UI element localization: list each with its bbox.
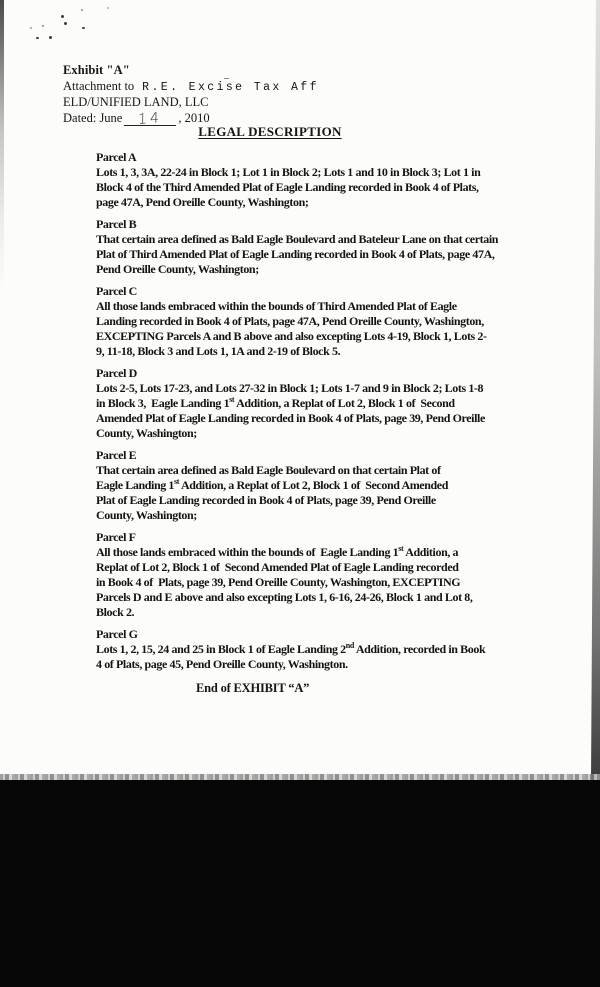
parcel-text-line: Block 4 of the Third Amended Plat of Eagle Landing recorded in Book 4 of Plats, — [96, 180, 479, 194]
parcel-text-line: Amended Plat of Eagle Landing recorded in Book 4 of Plats, page 39, Pend Oreille — [96, 411, 485, 425]
attachment-prefix: Attachment to — [63, 78, 135, 93]
parcel-block — [96, 217, 556, 277]
parcel-text-line: Lots 1, 3, 3A, 22-24 in Block 1; Lot 1 in Block 2; Lots 1 and 10 in Block 3; Lot 1 in — [96, 165, 481, 179]
scan-speckle — [49, 36, 52, 39]
scan-speckle — [107, 7, 109, 9]
scan-speckle — [81, 9, 83, 11]
scan-speckle — [61, 15, 64, 18]
parcel-label: Parcel F — [96, 530, 136, 544]
parcel-label: Parcel C — [96, 284, 137, 298]
parcel-label: Parcel E — [96, 448, 137, 462]
parcel-label: Parcel B — [96, 217, 137, 231]
parcel-text-line: That certain area defined as Bald Eagle Boulevard on that certain Plat of — [96, 463, 441, 477]
page-title: LEGAL DESCRIPTION — [198, 124, 342, 139]
scan-speckle — [30, 27, 32, 29]
exhibit-label: Exhibit "A" — [63, 63, 130, 77]
scan-speckle — [64, 22, 67, 25]
dated-prefix: Dated: June — [63, 110, 123, 125]
company-name: ELD/UNIFIED LAND, LLC — [63, 95, 209, 109]
parcel-text-line: EXCEPTING Parcels A and B above and also excepting Lots 4-19, Block 1, Lots 2- — [96, 329, 487, 343]
parcel-text-line: Landing recorded in Book 4 of Plats, page 47A, Pend Oreille County, Washington, — [96, 314, 484, 328]
scan-speckle — [36, 37, 39, 39]
scan-edge-artifact-right — [591, 0, 600, 781]
parcel-text-line: That certain area defined as Bald Eagle Boulevard and Bateleur Lane on that certain — [96, 232, 499, 246]
parcel-block — [96, 150, 556, 210]
attachment-typed-text: R.E. Excise Tax Aff — [142, 80, 319, 94]
parcel-text-line: All those lands embraced within the bounds of Third Amended Plat of Eagle — [96, 299, 457, 313]
parcel-text-line: County, Washington; — [96, 508, 197, 522]
parcel-block — [96, 448, 556, 523]
parcel-text-line: Plat of Third Amended Plat of Eagle Landing recorded in Book 4 of Plats, page 47A, — [96, 247, 495, 261]
parcel-text-line: in Book 4 of Plats, page 39, Pend Oreille County, Washington, EXCEPTING — [96, 575, 461, 589]
scan-speckle — [42, 25, 44, 27]
parcel-block — [96, 284, 556, 359]
parcel-block — [96, 530, 556, 620]
parcel-text-line: Eagle Landing 1st Addition, a Replat of Lot 2, Block 1 of Second Amended — [96, 477, 448, 492]
dated-suffix: , 2010 — [178, 110, 210, 125]
parcel-text-line: Pend Oreille County, Washington; — [96, 262, 259, 276]
legal-description-body — [96, 150, 556, 696]
parcel-text-line: 4 of Plats, page 45, Pend Oreille County, Washington. — [96, 657, 348, 671]
parcel-block — [96, 627, 556, 672]
parcel-text-line: Lots 2-5, Lots 17-23, and Lots 27-32 in Block 1; Lots 1-7 and 9 in Block 2; Lots 1-8 — [96, 381, 484, 395]
scan-edge-artifact-left — [0, 0, 4, 290]
parcel-label: Parcel A — [96, 150, 137, 164]
parcel-block — [96, 366, 556, 441]
handwritten-date: 14 — [138, 109, 163, 129]
scan-speckle — [82, 27, 85, 29]
parcel-text-line: Plat of Eagle Landing recorded in Book 4 of Plats, page 39, Pend Oreille — [96, 493, 436, 507]
parcel-text-line: Block 2. — [96, 605, 135, 619]
end-of-exhibit: End of EXHIBIT “A” — [196, 681, 310, 695]
parcels-list — [96, 150, 556, 672]
parcel-text-line: in Block 3, Eagle Landing 1st Addition, a Replat of Lot 2, Block 1 of Second — [96, 395, 455, 410]
parcel-text-line: Parcels D and E above and also excepting Lots 1, 6-16, 24-26, Block 1 and Lot 8, — [96, 590, 473, 604]
attachment-line — [63, 79, 319, 96]
parcel-text-line: Replat of Lot 2, Block 1 of Second Amended Plat of Eagle Landing recorded — [96, 560, 459, 574]
parcel-text-line: County, Washington; — [96, 426, 197, 440]
parcel-text-line: 9, 11-18, Block 3 and Lots 1, 1A and 2-19 of Block 5. — [96, 344, 341, 358]
document-header — [63, 63, 319, 129]
parcel-text-line: All those lands embraced within the bounds of Eagle Landing 1st Addition, a — [96, 544, 459, 559]
parcel-text-line: page 47A, Pend Oreille County, Washington; — [96, 195, 309, 209]
parcel-label: Parcel D — [96, 366, 137, 380]
title-row — [0, 123, 540, 141]
scan-black-region — [0, 780, 600, 987]
parcel-text-line: Lots 1, 2, 15, 24 and 25 in Block 1 of Eagle Landing 2nd Addition, recorded in Book — [96, 641, 486, 656]
parcel-label: Parcel G — [96, 627, 138, 641]
